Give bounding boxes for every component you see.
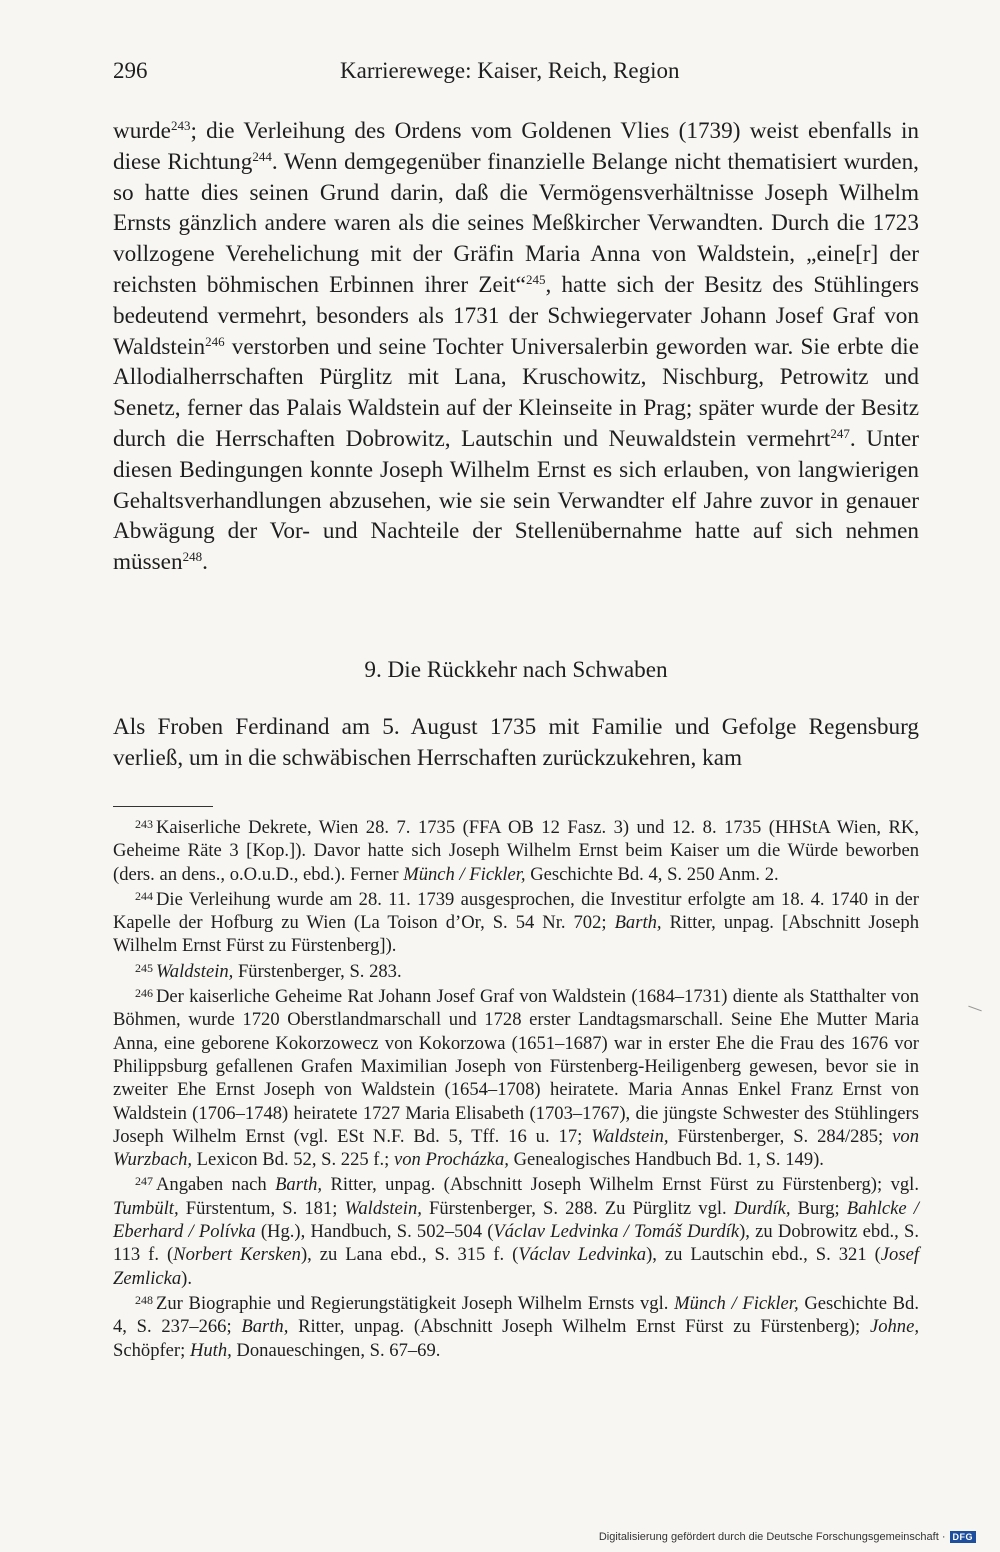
author-name: Norbert Kersken	[173, 1244, 301, 1266]
footnote-246	[113, 985, 919, 1171]
footnote-text: Schöpfer;	[113, 1339, 190, 1361]
author-name: Münch / Fickler,	[674, 1292, 799, 1314]
credit-text: Digitalisierung gefördert durch die Deutsche Forschungsgemeinschaft ·	[598, 1531, 946, 1543]
footnote-text: ), zu Lana ebd., S. 315 f. (	[300, 1244, 519, 1266]
author-name: Josef Zemlicka	[113, 1244, 919, 1289]
author-name: von Procházka,	[393, 1149, 509, 1171]
footnote-text: ), zu Lautschin ebd., S. 321 (	[646, 1244, 881, 1266]
footnote-text: Angaben nach	[156, 1174, 276, 1196]
footnote-number: 246	[135, 986, 153, 1001]
main-paragraph	[113, 116, 919, 578]
footnote-text: Ritter, unpag. (Abschnitt Joseph Wilhelm Ernst Fürst zu Fürstenberg);	[288, 1316, 870, 1338]
text-segment: wurde	[113, 118, 171, 144]
footnote-text: Ritter, unpag. [Abschnitt Joseph Wilhelm Ernst Fürst zu Fürstenberg]).	[113, 912, 919, 957]
footnote-ref-247[interactable]: 247	[830, 425, 850, 441]
footnote-247	[113, 1173, 919, 1289]
footnote-text: Geschichte Bd. 4, S. 250 Anm. 2.	[525, 863, 779, 885]
footnote-text: Fürstenberger, S. 283.	[233, 960, 402, 982]
author-name: Münch / Fickler,	[403, 863, 526, 885]
author-name: Tumbült,	[113, 1197, 179, 1219]
footnote-245	[113, 960, 919, 983]
footnote-244	[113, 888, 919, 958]
footnote-text: Geschichte Bd. 4, S. 237–266;	[113, 1292, 920, 1338]
footnote-text: ), zu Dobrowitz ebd., S. 113 f. (	[113, 1221, 919, 1266]
footnote-248	[113, 1292, 919, 1362]
footnote-text: ).	[181, 1267, 192, 1289]
author-name: Bahlcke / Eberhard / Polívka	[113, 1197, 919, 1243]
author-name: Václav Ledvinka / Tomáš Durdík	[493, 1221, 740, 1243]
author-name: Durdík,	[733, 1197, 791, 1219]
footnote-ref-248[interactable]: 248	[182, 549, 203, 565]
footnote-number: 245	[135, 960, 153, 975]
footnote-number: 247	[135, 1174, 153, 1189]
footnotes	[113, 816, 919, 1364]
dfg-logo-icon[interactable]: DFG	[950, 1531, 977, 1543]
footnote-text: Lexicon Bd. 52, S. 225 f.;	[192, 1149, 394, 1171]
footnote-text: Fürstenberger, S. 284/285;	[668, 1125, 893, 1147]
footnote-text: Donaueschingen, S. 67–69.	[231, 1339, 441, 1361]
footnote-text: Burg;	[790, 1197, 847, 1219]
author-name: Waldstein,	[156, 960, 234, 982]
text-segment: ; die Verleihung des Ordens vom Goldenen Vlies (1739) weist ebenfalls in diese Richtung	[113, 118, 919, 175]
author-name: Waldstein,	[344, 1197, 422, 1219]
author-name: von Wurzbach,	[113, 1125, 919, 1171]
author-name: Huth,	[189, 1339, 232, 1361]
footnote-ref-246[interactable]: 246	[205, 333, 225, 349]
author-name: Waldstein,	[591, 1125, 669, 1147]
author-name: Barth,	[614, 912, 662, 934]
footnote-text: (Hg.), Handbuch, S. 502–504 (	[255, 1221, 494, 1243]
text-segment: . Unter diesen Bedingungen konnte Joseph Wilhelm Ernst es sich erlauben, von langwierigen Gehaltsverhandlungen abzusehen, wie sie sein Verwandter elf Jahre zuvor in genauer Abwägung der Vor- und Nachteile der Stellenübernahme hatte auf sich nehmen müssen	[113, 425, 920, 576]
author-name: Barth,	[275, 1174, 323, 1196]
footnote-ref-243[interactable]: 243	[170, 118, 191, 133]
running-title: Karrierewege: Kaiser, Reich, Region	[340, 58, 680, 83]
page-header	[113, 58, 893, 90]
text-segment: , hatte sich der Besitz des Stühlingers bedeutend vermehrt, besonders als 1731 der Schwiegervater Johann Josef Graf von Waldstein	[113, 271, 919, 360]
page-number: 296	[113, 58, 148, 83]
section-paragraph: Als Froben Ferdinand am 5. August 1735 mit Familie und Gefolge Regensburg verließ, um in die schwäbischen Herrschaften zurückzukehren, kam	[113, 714, 919, 771]
footnote-text: Der kaiserliche Geheime Rat Johann Josef Graf von Waldstein (1684–1731) diente als Statthalter von Böhmen, wurde 1720 Oberstlandmarschall und 1728 erster Landtagsmarschall. Seine Ehe Mutter Maria Anna, eine geborene Kokorzowecz von Kokorzowa (1651–1687) war in erster Ehe die Frau des 1676 vor Philippsburg gefallenen Grafen Maximilian Joseph von Fürstenberg-Heiligenberg gewesen, bevor sie in zweiter Ehe Ernst Joseph von Waldstein (1654–1708) heiratete. Maria Annas Enkel Franz Ernst von Waldstein (1706–1748) heiratete 1727 Maria Elisabeth (1703–1767), die jüngste Schwester des Stühlingers Joseph Wilhelm Ernst (vgl. ESt N.F. Bd. 5, Tff. 16 u. 17;	[113, 986, 919, 1147]
footnote-243	[113, 816, 919, 886]
footnote-text: Fürstentum, S. 181;	[178, 1197, 345, 1219]
author-name: Václav Ledvinka	[518, 1244, 647, 1266]
text-segment: verstorben und seine Tochter Universalerbin geworden war. Sie erbte die Allodialherrschaften Pürglitz mit Lana, Kruschowitz, Nischburg, Petrowitz und Senetz, ferner das Palais Waldstein auf der Kleinseite in Prag; später wurde der Besitz durch die Herrschaften Dobrowitz, Lautschin und Neuwaldstein vermehrt	[113, 333, 919, 452]
footnote-ref-244[interactable]: 244	[252, 148, 272, 164]
footnote-text: Ritter, unpag. (Abschnitt Joseph Wilhelm Ernst Fürst zu Fürstenberg); vgl.	[322, 1174, 919, 1196]
scan-mark	[968, 1006, 981, 1012]
footnote-number: 248	[135, 1292, 153, 1307]
footnote-text: Genealogisches Handbuch Bd. 1, S. 149).	[508, 1149, 824, 1171]
footnote-text: Fürstenberger, S. 288. Zu Pürglitz vgl.	[421, 1197, 734, 1219]
footnote-number: 244	[135, 888, 153, 903]
footnote-divider	[113, 806, 213, 807]
paragraph-text	[113, 116, 919, 578]
footnote-text: Die Verleihung wurde am 28. 11. 1739 ausgesprochen, die Investitur erfolgte am 18. 4. 1740 in der Kapelle der Hofburg zu Wien (La Toison d’Or, S. 54 Nr. 702;	[113, 888, 919, 934]
author-name: Barth,	[241, 1316, 289, 1338]
digitization-credit	[599, 1528, 976, 1546]
author-name: Johne,	[869, 1316, 919, 1338]
footnote-number: 243	[135, 817, 153, 831]
footnote-ref-245[interactable]: 245	[525, 271, 546, 287]
text-segment: .	[202, 549, 208, 576]
footnote-text: Zur Biographie und Regierungstätigkeit Joseph Wilhelm Ernsts vgl.	[156, 1292, 675, 1314]
footnote-text: Kaiserliche Dekrete, Wien 28. 7. 1735 (FFA OB 12 Fasz. 3) und 12. 8. 1735 (HHStA Wien, RK, Geheime Räte 3 [Kop.]). Davor hatte sich Joseph Wilhelm Ernst beim Kaiser um die Würde beworben (ders. an dens., o.O.u.D., ebd.). Ferner	[113, 817, 919, 885]
text-segment: . Wenn demgegenüber finanzielle Belange nicht thematisiert wurden, so hatte dies seinen Grund darin, daß die Vermögensverhältnisse Joseph Wilhelm Ernsts gänzlich andere waren als die seines Meßkircher Verwandten. Durch die 1723 vollzogene Verehelichung mit der Gräfin Maria Anna von Waldstein, „eine[r] der reichsten böhmischen Erbinnen ihrer Zeit“	[113, 148, 919, 298]
section-heading: 9. Die Rückkehr nach Schwaben	[364, 657, 668, 683]
